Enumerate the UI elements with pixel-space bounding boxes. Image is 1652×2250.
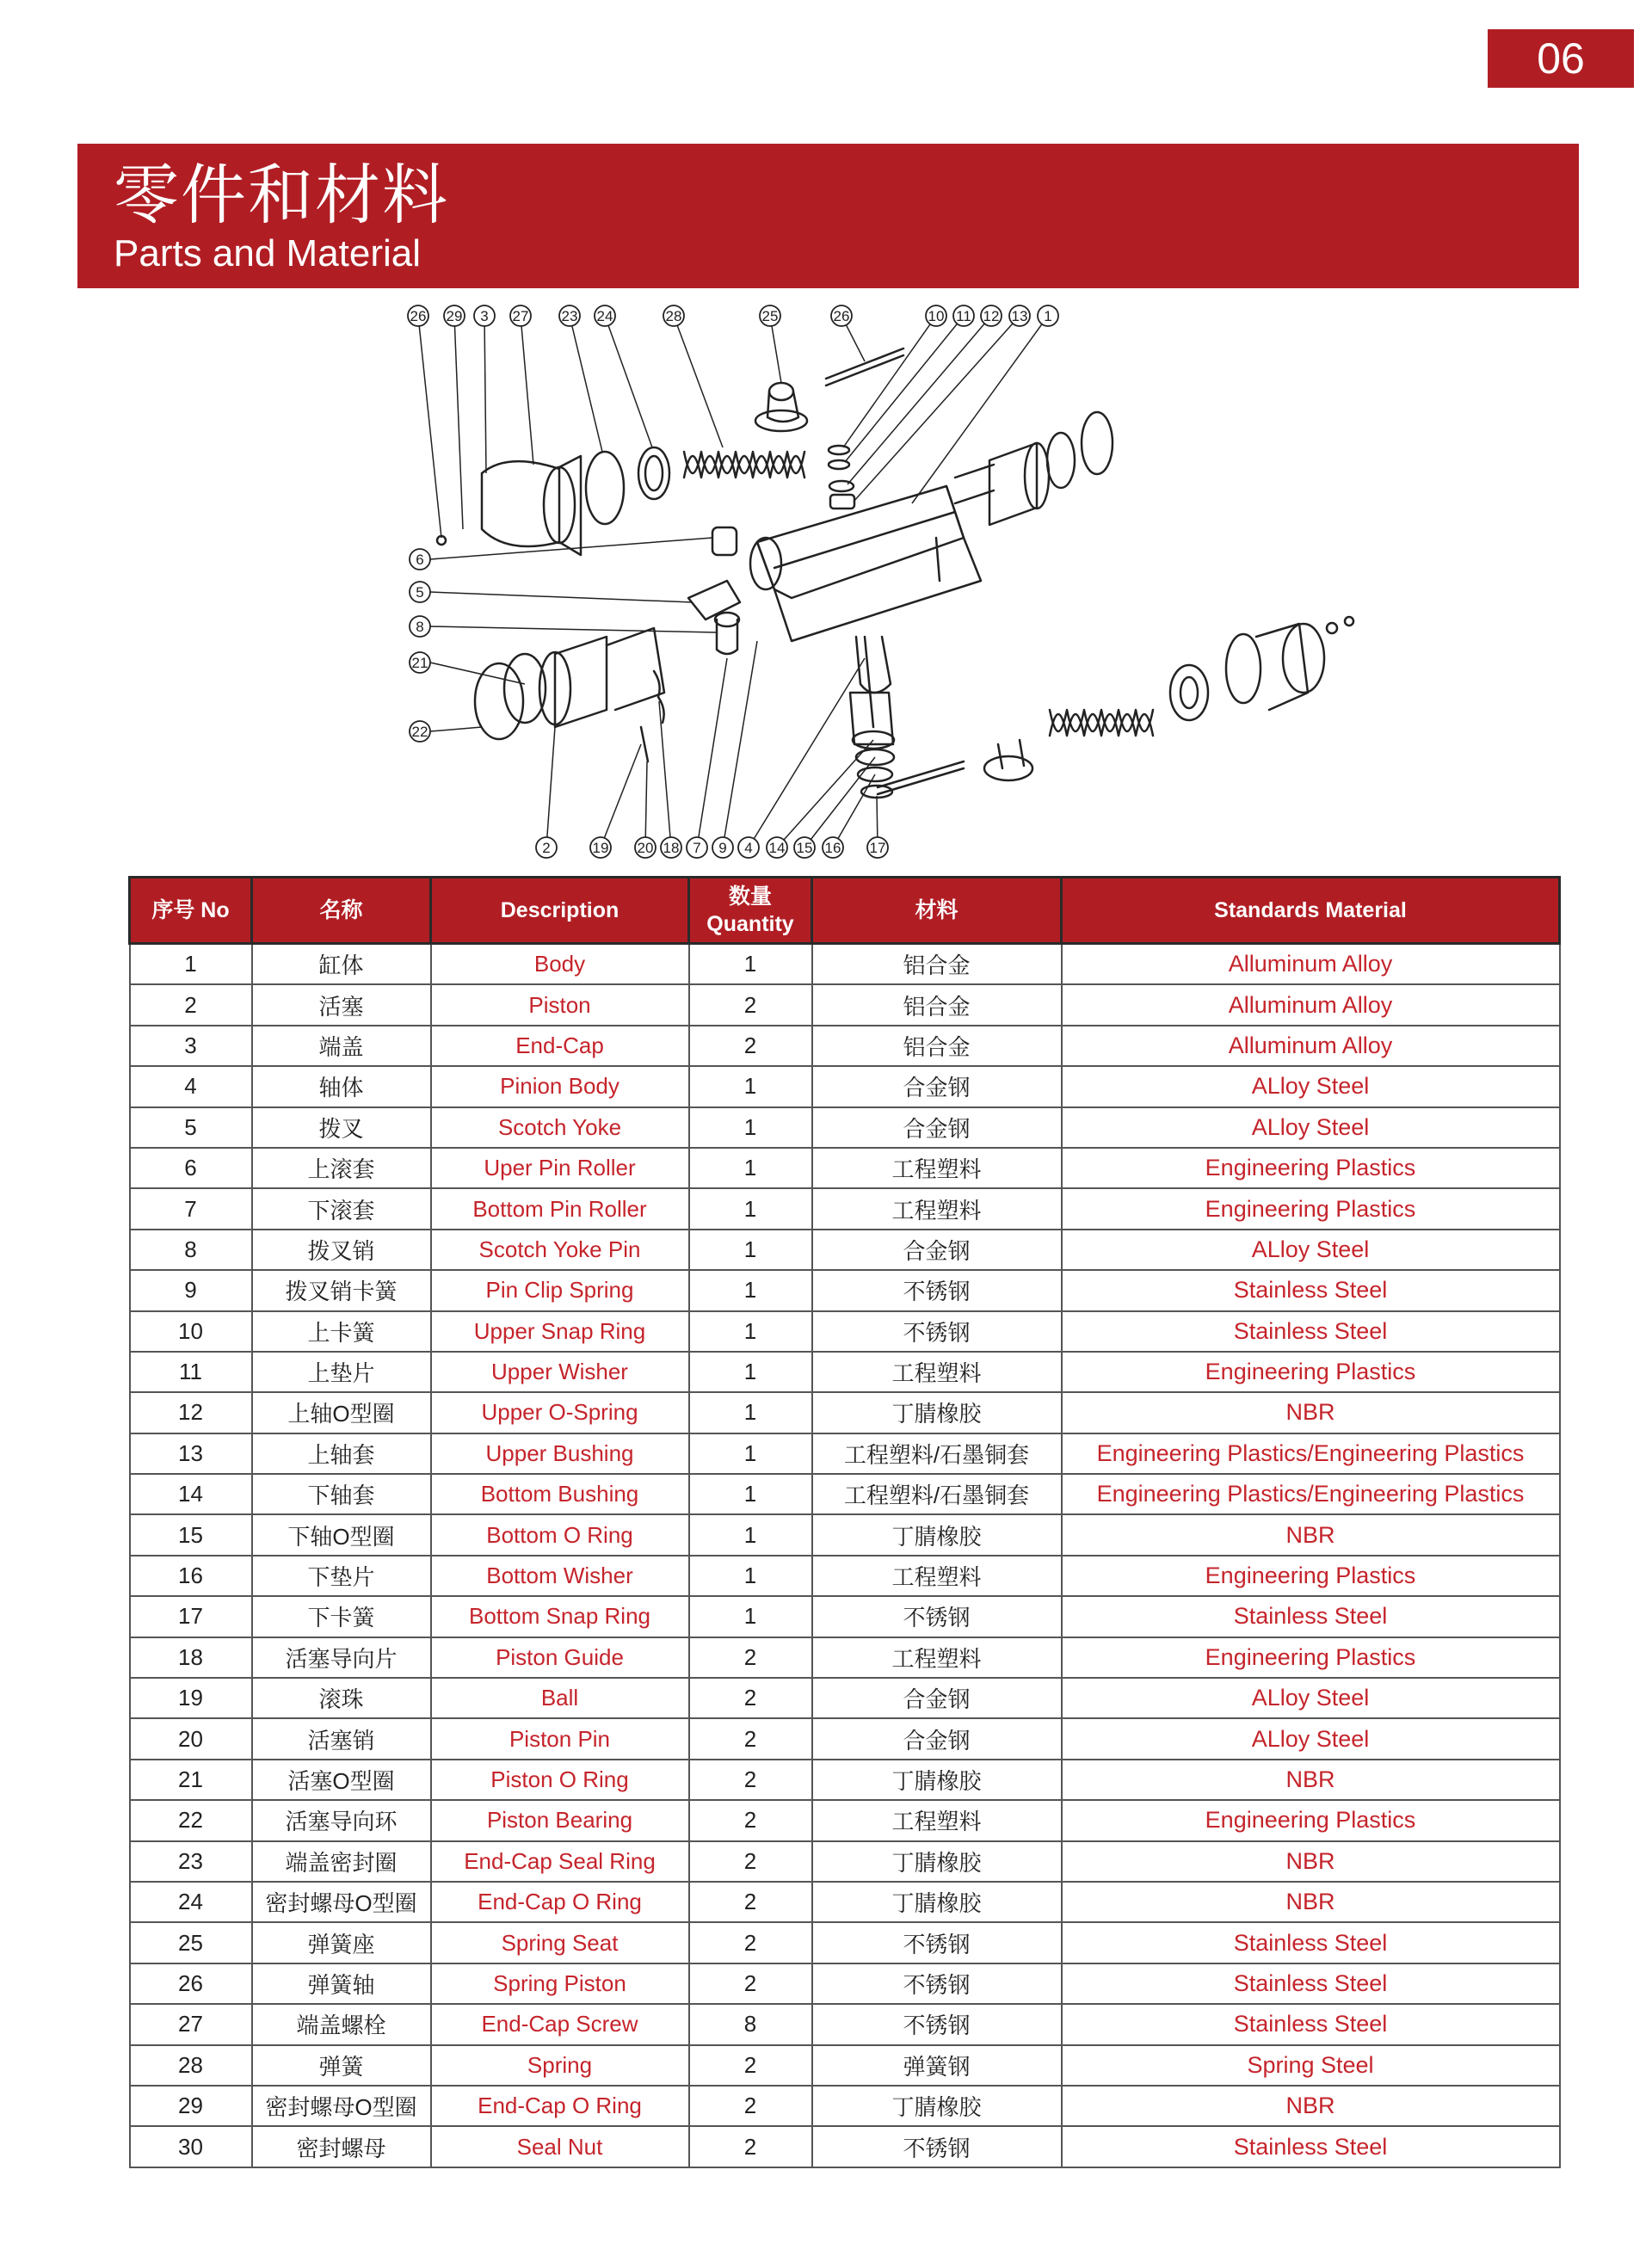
cell-no: 21 [130,1760,252,1800]
cell-no: 17 [130,1596,252,1637]
cell-description: Pinion Body [431,1066,689,1107]
table-row [130,984,1560,1025]
cell-description: Piston Bearing [431,1800,689,1840]
table-row [130,1352,1560,1392]
cell-description: Bottom Snap Ring [431,1596,689,1637]
cell-material-zh: 合金钢 [812,1718,1062,1759]
callout-label: 10 [928,308,945,324]
table-row [130,2086,1560,2126]
section-title-zh: 零件和材料 [114,159,449,232]
cell-quantity: 1 [689,1066,812,1107]
cell-name-zh: 端盖 [252,1026,431,1066]
cell-quantity: 1 [689,944,812,985]
cell-quantity: 2 [689,1678,812,1718]
table-row [130,1392,1560,1433]
cell-no: 25 [130,1922,252,1963]
cell-no: 2 [130,984,252,1025]
callout-label: 1 [1044,308,1052,324]
cell-material-zh: 工程塑料 [812,1148,1062,1188]
cell-standard-material: Alluminum Alloy [1062,944,1560,985]
callout-label: 26 [410,308,427,324]
cell-standard-material: NBR [1062,1392,1560,1433]
cell-description: Spring Piston [431,1963,689,2004]
cell-no: 16 [130,1556,252,1596]
cell-standard-material: ALloy Steel [1062,1678,1560,1718]
callout-label: 24 [596,308,613,324]
cell-quantity: 2 [689,1963,812,2004]
cell-no: 3 [130,1026,252,1066]
cell-no: 12 [130,1392,252,1433]
cell-standard-material: Engineering Plastics [1062,1637,1560,1678]
cell-no: 19 [130,1678,252,1718]
cell-description: End-Cap Screw [431,2004,689,2044]
cell-name-zh: 上滚套 [252,1148,431,1188]
table-row [130,1107,1560,1148]
cell-standard-material: Alluminum Alloy [1062,984,1560,1025]
cell-description: Scotch Yoke Pin [431,1230,689,1270]
cell-description: Pin Clip Spring [431,1270,689,1310]
cell-material-zh: 不锈钢 [812,2004,1062,2044]
cell-no: 6 [130,1148,252,1188]
callout-label: 12 [983,308,1000,324]
cell-no: 20 [130,1718,252,1759]
table-row [130,1800,1560,1840]
cell-description: Bottom Wisher [431,1556,689,1596]
cell-quantity: 1 [689,1148,812,1188]
table-row [130,1882,1560,1922]
callout-label: 3 [480,308,489,324]
cell-name-zh: 密封螺母O型圈 [252,1882,431,1922]
cell-standard-material: Spring Steel [1062,2045,1560,2086]
cell-no: 24 [130,1882,252,1922]
cell-material-zh: 不锈钢 [812,2126,1062,2167]
cell-name-zh: 端盖密封圈 [252,1841,431,1882]
cell-quantity: 2 [689,2126,812,2167]
cell-description: Upper Snap Ring [431,1311,689,1352]
cell-standard-material: ALloy Steel [1062,1718,1560,1759]
cell-quantity: 1 [689,1311,812,1352]
cell-material-zh: 工程塑料 [812,1637,1062,1678]
header-description: Description [431,878,689,944]
table-row [130,1718,1560,1759]
cell-standard-material: Engineering Plastics/Engineering Plastics [1062,1433,1560,1474]
cell-description: Ball [431,1678,689,1718]
section-banner [77,144,1579,288]
cell-material-zh: 不锈钢 [812,1963,1062,2004]
cell-name-zh: 弹簧座 [252,1922,431,1963]
cell-material-zh: 不锈钢 [812,1311,1062,1352]
cell-description: Spring [431,2045,689,2086]
cell-material-zh: 弹簧钢 [812,2045,1062,2086]
cell-name-zh: 缸体 [252,944,431,985]
cell-name-zh: 上卡簧 [252,1311,431,1352]
header-quantity-en: Quantity [706,912,794,936]
table-row [130,1311,1560,1352]
cell-no: 1 [130,944,252,985]
callout-label: 11 [956,308,971,324]
cell-description: End-Cap O Ring [431,2086,689,2126]
cell-no: 30 [130,2126,252,2167]
table-row [130,1188,1560,1229]
cell-standard-material: Stainless Steel [1062,1963,1560,2004]
cell-no: 8 [130,1230,252,1270]
cell-name-zh: 活塞导向片 [252,1637,431,1678]
cell-no: 11 [130,1352,252,1392]
cell-description: Bottom Bushing [431,1474,689,1514]
callout-label: 15 [796,840,813,856]
cell-name-zh: 活塞销 [252,1718,431,1759]
cell-standard-material: NBR [1062,1841,1560,1882]
cell-description: Bottom O Ring [431,1514,689,1555]
cell-quantity: 2 [689,1718,812,1759]
table-row [130,1270,1560,1310]
cell-no: 26 [130,1963,252,2004]
cell-description: End-Cap O Ring [431,1882,689,1922]
callout-label: 27 [512,308,529,324]
cell-name-zh: 上轴O型圈 [252,1392,431,1433]
cell-name-zh: 拨叉 [252,1107,431,1148]
callout-label: 7 [693,840,701,856]
cell-no: 23 [130,1841,252,1882]
cell-name-zh: 拨叉销卡簧 [252,1270,431,1310]
cell-name-zh: 弹簧 [252,2045,431,2086]
header-name-zh: 名称 [252,878,431,944]
cell-no: 14 [130,1474,252,1514]
cell-material-zh: 工程塑料 [812,1188,1062,1229]
cell-standard-material: NBR [1062,2086,1560,2126]
cell-standard-material: Engineering Plastics [1062,1188,1560,1229]
cell-material-zh: 合金钢 [812,1230,1062,1270]
callout-label: 2 [542,840,551,856]
table-row [130,1433,1560,1474]
callout-label: 26 [833,308,850,324]
table-row [130,1066,1560,1107]
cell-material-zh: 工程塑料/石墨铜套 [812,1474,1062,1514]
cell-standard-material: Engineering Plastics [1062,1556,1560,1596]
table-row [130,944,1560,985]
cell-material-zh: 工程塑料 [812,1556,1062,1596]
cell-no: 10 [130,1311,252,1352]
cell-standard-material: Engineering Plastics/Engineering Plastics [1062,1474,1560,1514]
cell-quantity: 2 [689,984,812,1025]
cell-standard-material: NBR [1062,1882,1560,1922]
header-quantity-zh: 数量 [728,885,772,909]
cell-material-zh: 丁腈橡胶 [812,1392,1062,1433]
cell-quantity: 1 [689,1596,812,1637]
page-number: 06 [1488,29,1634,88]
cell-standard-material: Stainless Steel [1062,2004,1560,2044]
cell-name-zh: 活塞O型圈 [252,1760,431,1800]
cell-no: 18 [130,1637,252,1678]
callout-label: 14 [768,840,786,856]
table-row [130,2004,1560,2044]
cell-name-zh: 上轴套 [252,1433,431,1474]
parts-table [128,876,1561,2168]
cell-standard-material: NBR [1062,1760,1560,1800]
table-row [130,1678,1560,1718]
callout-label: 21 [411,655,428,671]
cell-material-zh: 工程塑料 [812,1800,1062,1840]
cell-description: Upper Bushing [431,1433,689,1474]
cell-description: Spring Seat [431,1922,689,1963]
cell-no: 5 [130,1107,252,1148]
cell-standard-material: Stainless Steel [1062,1922,1560,1963]
cell-material-zh: 铝合金 [812,984,1062,1025]
cell-name-zh: 下垫片 [252,1556,431,1596]
cell-name-zh: 滚珠 [252,1678,431,1718]
cell-no: 29 [130,2086,252,2126]
table-row [130,1514,1560,1555]
cell-quantity: 1 [689,1556,812,1596]
cell-material-zh: 丁腈橡胶 [812,1760,1062,1800]
header-material-zh: 材料 [812,878,1062,944]
cell-material-zh: 铝合金 [812,944,1062,985]
callouts-left [410,549,430,742]
cell-quantity: 2 [689,1026,812,1066]
cell-material-zh: 合金钢 [812,1678,1062,1718]
cell-standard-material: Stainless Steel [1062,2126,1560,2167]
cell-description: Seal Nut [431,2126,689,2167]
cell-no: 15 [130,1514,252,1555]
cell-material-zh: 丁腈橡胶 [812,1841,1062,1882]
header-quantity [689,878,812,944]
cell-no: 13 [130,1433,252,1474]
callout-label: 4 [744,840,753,856]
cell-standard-material: Engineering Plastics [1062,1148,1560,1188]
cell-standard-material: Stainless Steel [1062,1270,1560,1310]
callouts-top [408,305,1058,326]
cell-quantity: 2 [689,1800,812,1840]
cell-standard-material: Stainless Steel [1062,1311,1560,1352]
cell-material-zh: 丁腈橡胶 [812,1514,1062,1555]
cell-quantity: 1 [689,1514,812,1555]
table-row [130,1556,1560,1596]
cell-standard-material: Engineering Plastics [1062,1800,1560,1840]
cell-name-zh: 轴体 [252,1066,431,1107]
cell-quantity: 1 [689,1392,812,1433]
cell-description: Piston O Ring [431,1760,689,1800]
cell-material-zh: 合金钢 [812,1107,1062,1148]
cell-name-zh: 弹簧轴 [252,1963,431,2004]
cell-name-zh: 端盖螺栓 [252,2004,431,2044]
cell-quantity: 2 [689,2045,812,2086]
cell-no: 4 [130,1066,252,1107]
cell-name-zh: 密封螺母 [252,2126,431,2167]
cell-standard-material: ALloy Steel [1062,1230,1560,1270]
cell-name-zh: 上垫片 [252,1352,431,1392]
table-row [130,1230,1560,1270]
cell-no: 27 [130,2004,252,2044]
callout-label: 13 [1011,308,1028,324]
cell-no: 9 [130,1270,252,1310]
cell-standard-material: Stainless Steel [1062,1596,1560,1637]
cell-description: Piston [431,984,689,1025]
callout-label: 17 [869,840,886,856]
callout-label: 9 [718,840,727,856]
cell-name-zh: 活塞 [252,984,431,1025]
table-row [130,1026,1560,1066]
header-standard-material: Standards Material [1062,878,1560,944]
cell-material-zh: 不锈钢 [812,1596,1062,1637]
cell-description: Piston Pin [431,1718,689,1759]
table-row [130,2045,1560,2086]
callout-label: 20 [637,840,654,856]
cell-material-zh: 丁腈橡胶 [812,2086,1062,2126]
callout-label: 16 [824,840,841,856]
cell-description: End-Cap Seal Ring [431,1841,689,1882]
callout-label: 29 [446,308,463,324]
cell-material-zh: 铝合金 [812,1026,1062,1066]
cell-no: 28 [130,2045,252,2086]
callout-label: 19 [592,840,609,856]
table-row [130,1637,1560,1678]
callout-label: 28 [665,308,682,324]
cell-quantity: 1 [689,1270,812,1310]
cell-material-zh: 不锈钢 [812,1922,1062,1963]
table-row [130,1922,1560,1963]
cell-description: Bottom Pin Roller [431,1188,689,1229]
cell-standard-material: Alluminum Alloy [1062,1026,1560,1066]
cell-description: Scotch Yoke [431,1107,689,1148]
cell-standard-material: Engineering Plastics [1062,1352,1560,1392]
cell-standard-material: ALloy Steel [1062,1066,1560,1107]
cell-quantity: 1 [689,1474,812,1514]
cell-quantity: 1 [689,1107,812,1148]
cell-standard-material: ALloy Steel [1062,1107,1560,1148]
cell-description: Body [431,944,689,985]
callout-label: 25 [761,308,779,324]
table-row [130,1148,1560,1188]
cell-no: 7 [130,1188,252,1229]
table-row [130,2126,1560,2167]
callout-label: 22 [411,724,428,740]
cell-name-zh: 下轴O型圈 [252,1514,431,1555]
cell-description: Upper Wisher [431,1352,689,1392]
header-no: 序号 No [130,878,252,944]
cell-name-zh: 密封螺母O型圈 [252,2086,431,2126]
table-row [130,1596,1560,1637]
table-row [130,1963,1560,2004]
cell-quantity: 1 [689,1352,812,1392]
cell-no: 22 [130,1800,252,1840]
table-row [130,1474,1560,1514]
cell-name-zh: 下滚套 [252,1188,431,1229]
cell-material-zh: 工程塑料/石墨铜套 [812,1433,1062,1474]
cell-quantity: 2 [689,2086,812,2126]
cell-name-zh: 拨叉销 [252,1230,431,1270]
parts-table-body [130,944,1560,2167]
callout-label: 5 [416,584,424,601]
cell-quantity: 2 [689,1637,812,1678]
cell-quantity: 2 [689,1922,812,1963]
cell-material-zh: 不锈钢 [812,1270,1062,1310]
cell-description: Upper O-Spring [431,1392,689,1433]
cell-quantity: 2 [689,1882,812,1922]
cell-material-zh: 丁腈橡胶 [812,1882,1062,1922]
callout-label: 8 [416,619,424,635]
table-row [130,1841,1560,1882]
cell-quantity: 2 [689,1760,812,1800]
cell-name-zh: 活塞导向环 [252,1800,431,1840]
callout-label: 18 [663,840,680,856]
cell-quantity: 1 [689,1230,812,1270]
callout-label: 23 [561,308,578,324]
exploded-parts-diagram [396,297,1359,865]
cell-standard-material: NBR [1062,1514,1560,1555]
cell-description: Uper Pin Roller [431,1148,689,1188]
cell-description: Piston Guide [431,1637,689,1678]
cell-quantity: 1 [689,1433,812,1474]
table-row [130,1760,1560,1800]
callout-label: 6 [416,552,424,568]
table-header-row [130,878,1560,944]
section-title-en: Parts and Material [114,232,422,274]
cell-name-zh: 下卡簧 [252,1596,431,1637]
cell-quantity: 8 [689,2004,812,2044]
cell-material-zh: 工程塑料 [812,1352,1062,1392]
cell-material-zh: 合金钢 [812,1066,1062,1107]
cell-name-zh: 下轴套 [252,1474,431,1514]
cell-quantity: 2 [689,1841,812,1882]
cell-description: End-Cap [431,1026,689,1066]
callouts-bottom [536,837,888,858]
cell-quantity: 1 [689,1188,812,1229]
